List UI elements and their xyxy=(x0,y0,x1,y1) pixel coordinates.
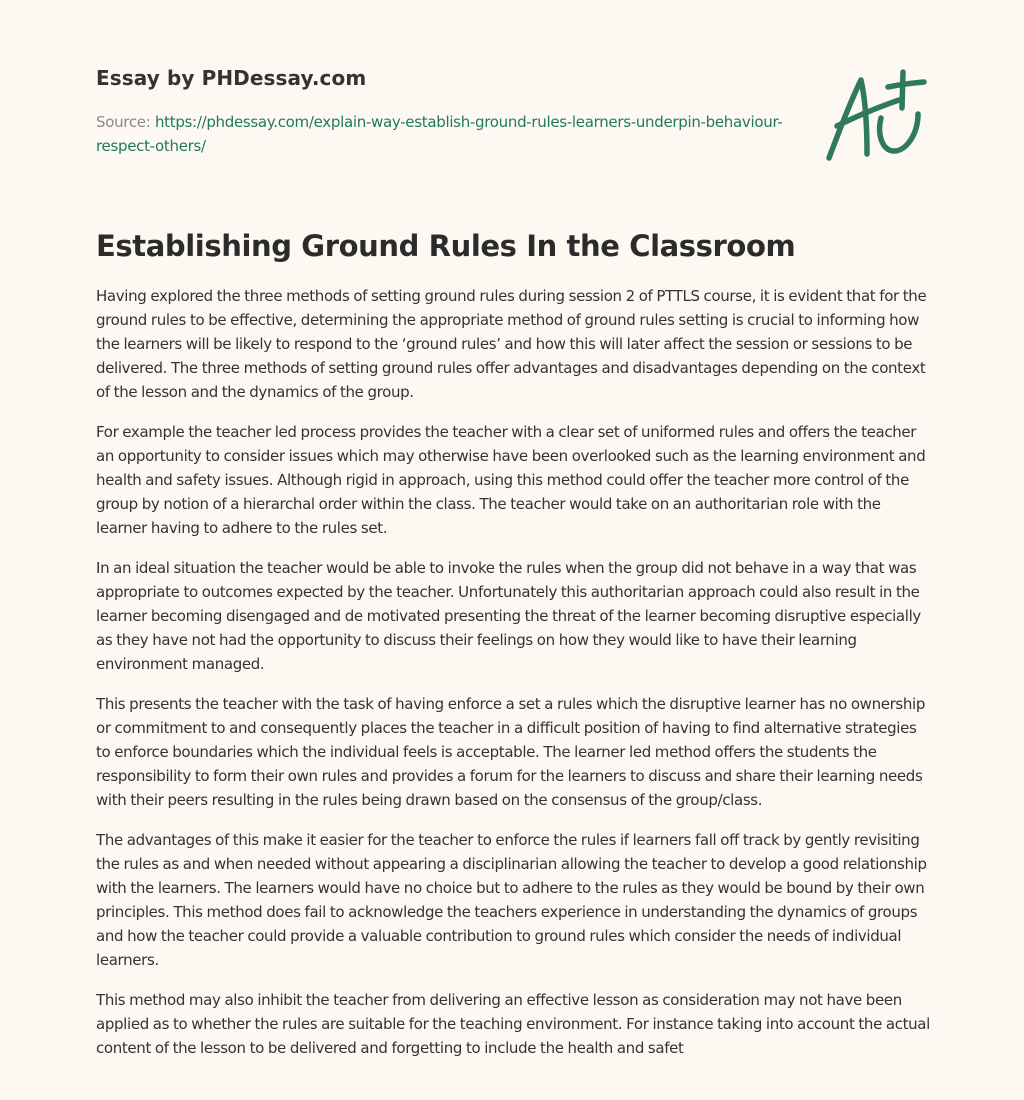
essay-paragraph: The advantages of this make it easier for the teacher to enforce the rules if learners fall off track by gently revisiting the rules as and when needed without appearing a disciplinarian allowing the teacher to develop a good relationship with the learners. The learners would have no choice but to adhere to the rules as they would be bound by their own principles. This method does fail to acknowledge the teachers experience in understanding the dynamics of groups and how the teacher could provide a valuable contribution to ground rules which consider the needs of individual learners. xyxy=(96,831,927,969)
site-title: Essay by PHDessay.com xyxy=(96,66,367,90)
essay-paragraph: In an ideal situation the teacher would be able to invoke the rules when the group did not behave in a way that was appropriate to outcomes expected by the teacher. Unfortunately this authoritarian approach could also result in the learner becoming disengaged and de motivated presenting the threat of the learner becoming disruptive especially as they have not had the opportunity to discuss their feelings on how they would like to have their learning environment managed. xyxy=(96,559,921,673)
essay-paragraph: Having explored the three methods of setting ground rules during session 2 of PTTLS course, it is evident that for the ground rules to be effective, determining the appropriate method of ground rules setting is crucial to informing how the learners will be likely to respond to the ‘ground rules’ and how this will later affect the session or sessions to be delivered. The three methods of setting ground rules offer advantages and disadvantages depending on the context of the lesson and the dynamics of the group. xyxy=(96,287,927,401)
essay-body xyxy=(96,284,932,1076)
source-label: Source: xyxy=(96,113,151,131)
source-link[interactable]: https://phdessay.com/explain-way-establish-ground-rules-learners-underpin-behaviour-respect-others/ xyxy=(96,113,783,155)
essay-title: Establishing Ground Rules In the Classroom xyxy=(96,229,796,263)
essay-paragraph: This method may also inhibit the teacher from delivering an effective lesson as consideration may not have been applied as to whether the rules are suitable for the teaching environment. For instance taking into account the actual content of the lesson to be delivered and forgetting to include the health and safet xyxy=(96,991,930,1057)
a-plus-logo-icon xyxy=(822,68,928,164)
essay-paragraph: For example the teacher led process provides the teacher with a clear set of uniformed rules and offers the teacher an opportunity to consider issues which may otherwise have been overlooked such as the learning environment and health and safety issues. Although rigid in approach, using this method could offer the teacher more control of the group by notion of a hierarchal order within the class. The teacher would take on an authoritarian role with the learner having to adhere to the rules set. xyxy=(96,423,926,537)
source-line xyxy=(96,110,786,158)
page-header xyxy=(96,62,786,158)
essay-paragraph: This presents the teacher with the task of having enforce a set a rules which the disruptive learner has no ownership or commitment to and consequently places the teacher in a difficult position of having to find alternative strategies to enforce boundaries which the individual feels is acceptable. The learner led method offers the students the responsibility to form their own rules and provides a forum for the learners to discuss and share their learning needs with their peers resulting in the rules being drawn based on the consensus of the group/class. xyxy=(96,695,926,809)
